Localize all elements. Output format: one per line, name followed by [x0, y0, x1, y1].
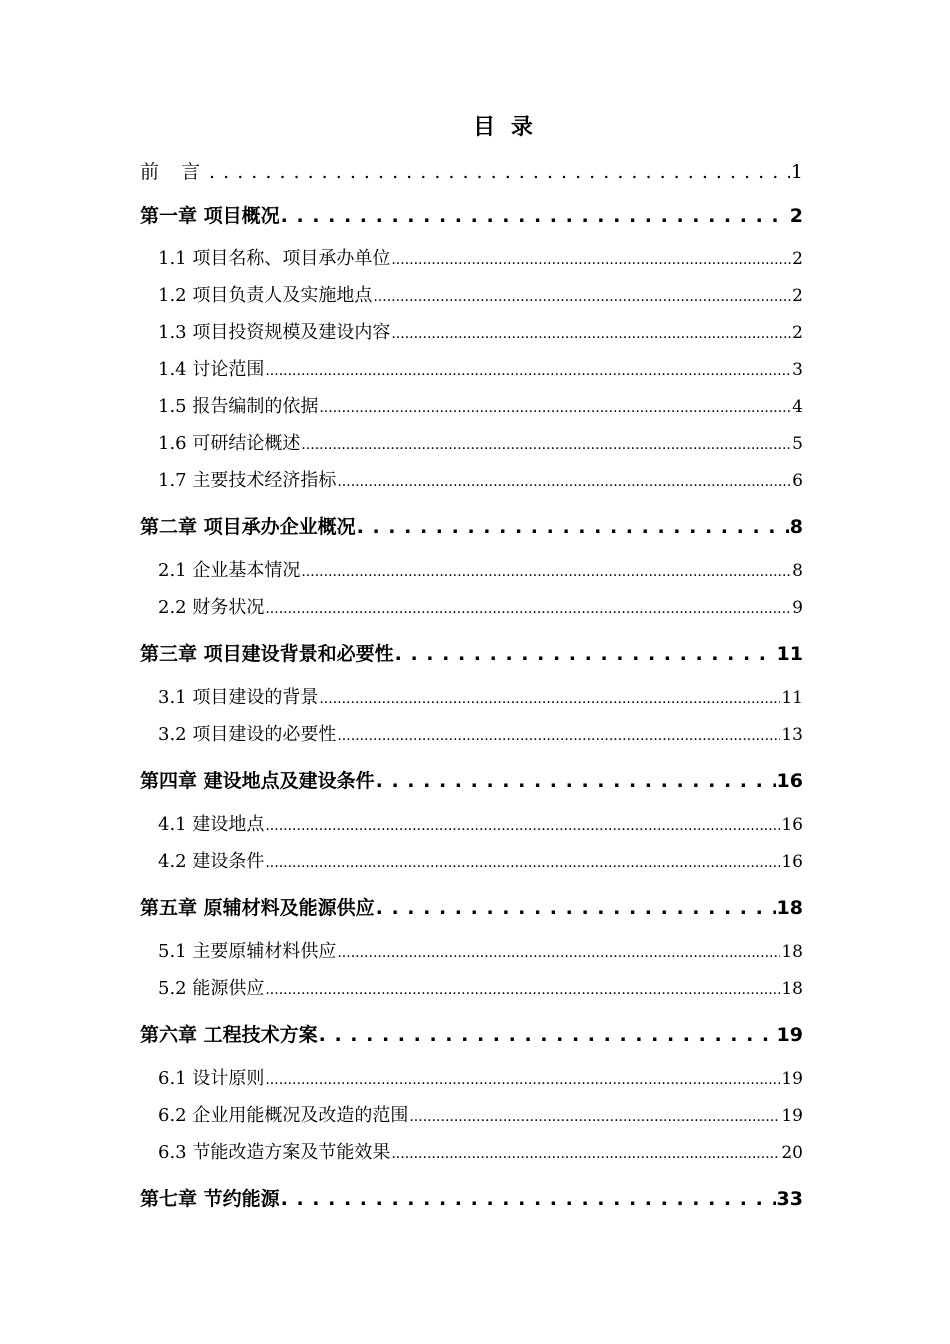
- toc-entry-page: 8: [792, 561, 803, 581]
- toc-entry-section[interactable]: [158, 975, 803, 1003]
- toc-entry-section[interactable]: [158, 245, 803, 273]
- toc-entry-label: 2.1 企业基本情况: [158, 560, 301, 581]
- toc-entry-section[interactable]: [158, 938, 803, 966]
- toc-entry-page: 6: [792, 471, 803, 491]
- toc-entry-preface[interactable]: [140, 158, 803, 186]
- toc-entry-section[interactable]: [158, 1102, 803, 1130]
- dot-leader: [281, 1185, 776, 1213]
- dot-leader: [337, 467, 791, 496]
- toc-entry-page: 18: [776, 897, 803, 919]
- toc-entry-label: 4.1 建设地点: [158, 814, 265, 835]
- toc-entry-page: 19: [781, 1106, 803, 1126]
- dot-leader: [301, 430, 791, 459]
- dot-leader: [319, 684, 780, 713]
- toc-entry-page: 20: [781, 1143, 803, 1163]
- toc-entry-label: 1.4 讨论范围: [158, 359, 265, 380]
- toc-entry-page: 4: [792, 397, 803, 417]
- toc-entry-label: 6.2 企业用能概况及改造的范围: [158, 1105, 409, 1126]
- dot-leader: [391, 1139, 780, 1168]
- toc-entry-label: 第六章 工程技术方案: [140, 1024, 318, 1046]
- dot-leader: [376, 894, 776, 922]
- toc-entry-page: 2: [789, 205, 803, 227]
- toc-entry-page: 16: [776, 770, 803, 792]
- toc-entry-label: 第七章 节约能源: [140, 1188, 280, 1210]
- dot-leader: [265, 975, 780, 1004]
- toc-entry-section[interactable]: [158, 319, 803, 347]
- dot-leader: [376, 767, 776, 795]
- toc-entry-label: 1.6 可研结论概述: [158, 433, 301, 454]
- toc-entry-page: 8: [789, 516, 803, 538]
- toc-entry-label: 1.3 项目投资规模及建设内容: [158, 322, 391, 343]
- toc-entry-page: 5: [792, 434, 803, 454]
- toc-entry-page: 9: [792, 598, 803, 618]
- dot-leader: [337, 938, 780, 967]
- toc-entry-label: 第五章 原辅材料及能源供应: [140, 897, 375, 919]
- dot-leader: [337, 721, 780, 750]
- toc-entry-section[interactable]: [158, 811, 803, 839]
- toc-entry-section[interactable]: [158, 1065, 803, 1093]
- toc-entry-label: 1.7 主要技术经济指标: [158, 470, 337, 491]
- toc-entry-chapter-5[interactable]: [140, 894, 803, 922]
- toc-entry-section[interactable]: [158, 467, 803, 495]
- dot-leader: [391, 245, 791, 274]
- toc-entry-section[interactable]: [158, 848, 803, 876]
- dot-leader: [265, 811, 780, 840]
- toc-entry-chapter-4[interactable]: [140, 767, 803, 795]
- toc-entry-label: 第二章 项目承办企业概况: [140, 516, 356, 538]
- dot-leader: [357, 513, 789, 541]
- toc-entry-page: 2: [792, 249, 803, 269]
- toc-entry-chapter-2[interactable]: [140, 513, 803, 541]
- toc-entry-page: 33: [776, 1188, 803, 1210]
- toc-entry-page: 16: [781, 815, 803, 835]
- dot-leader: [265, 356, 791, 385]
- toc-entry-label: 6.3 节能改造方案及节能效果: [158, 1142, 391, 1163]
- toc-entry-page: 2: [792, 286, 803, 306]
- toc-entry-label: 2.2 财务状况: [158, 597, 265, 618]
- toc-entry-label: 4.2 建设条件: [158, 851, 265, 872]
- toc-entry-label: 3.2 项目建设的必要性: [158, 724, 337, 745]
- toc-entry-page: 19: [776, 1024, 803, 1046]
- toc-entry-section[interactable]: [158, 557, 803, 585]
- toc-entry-section[interactable]: [158, 721, 803, 749]
- toc-entry-chapter-3[interactable]: [140, 640, 803, 668]
- toc-entry-label: 1.2 项目负责人及实施地点: [158, 285, 373, 306]
- dot-leader: [319, 393, 791, 422]
- toc-entry-label: 前 言: [140, 161, 209, 183]
- dot-leader: [373, 282, 791, 311]
- dot-leader: [209, 158, 790, 186]
- toc-entry-chapter-7[interactable]: [140, 1185, 803, 1213]
- toc-entry-section[interactable]: [158, 282, 803, 310]
- toc-entry-section[interactable]: [158, 393, 803, 421]
- dot-leader: [281, 202, 789, 230]
- toc-entry-label: 1.1 项目名称、项目承办单位: [158, 248, 391, 269]
- toc-entry-chapter-6[interactable]: [140, 1021, 803, 1049]
- toc-entry-label: 3.1 项目建设的背景: [158, 687, 319, 708]
- toc-entry-section[interactable]: [158, 356, 803, 384]
- toc-entry-section[interactable]: [158, 1139, 803, 1167]
- dot-leader: [265, 848, 780, 877]
- toc-entry-page: 11: [776, 643, 803, 665]
- toc-entry-page: 18: [781, 979, 803, 999]
- toc-entry-label: 5.1 主要原辅材料供应: [158, 941, 337, 962]
- dot-leader: [319, 1021, 776, 1049]
- toc-entry-label: 第一章 项目概况: [140, 205, 280, 227]
- dot-leader: [395, 640, 776, 668]
- toc-entry-chapter-1[interactable]: [140, 202, 803, 230]
- dot-leader: [409, 1102, 780, 1131]
- dot-leader: [391, 319, 791, 348]
- toc-entry-label: 5.2 能源供应: [158, 978, 265, 999]
- toc-entry-section[interactable]: [158, 594, 803, 622]
- toc-entry-label: 第四章 建设地点及建设条件: [140, 770, 375, 792]
- toc-entry-label: 1.5 报告编制的依据: [158, 396, 319, 417]
- toc-entry-page: 16: [781, 852, 803, 872]
- toc-entry-section[interactable]: [158, 684, 803, 712]
- dot-leader: [265, 1065, 780, 1094]
- toc-entry-page: 13: [781, 725, 803, 745]
- toc-entry-page: 2: [792, 323, 803, 343]
- dot-leader: [301, 557, 791, 586]
- toc-title: 目 录: [473, 115, 537, 140]
- toc-entry-label: 6.1 设计原则: [158, 1068, 265, 1089]
- toc-entry-page: 3: [792, 360, 803, 380]
- toc-entry-page: 19: [781, 1069, 803, 1089]
- toc-entry-page: 18: [781, 942, 803, 962]
- toc-entry-page: 11: [781, 688, 803, 708]
- toc-entry-page: 1: [790, 161, 803, 183]
- toc-entry-section[interactable]: [158, 430, 803, 458]
- toc-entry-label: 第三章 项目建设背景和必要性: [140, 643, 394, 665]
- dot-leader: [265, 594, 791, 623]
